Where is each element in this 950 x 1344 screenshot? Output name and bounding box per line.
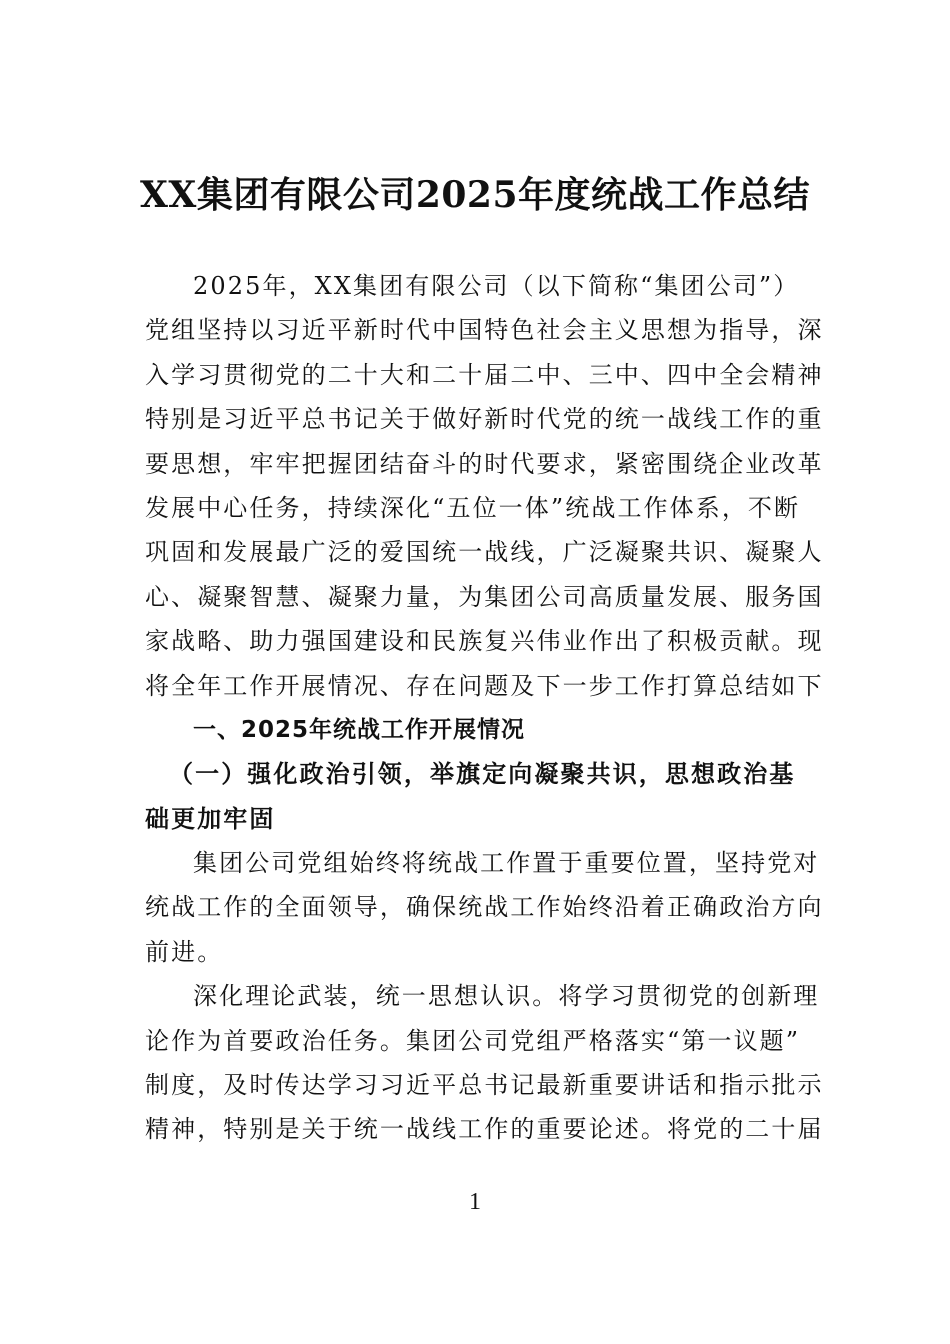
- heading-line: （一）强化政治引领，举旗定向凝聚共识，思想政治基: [169, 759, 796, 789]
- text-line: 巩固和发展最广泛的爱国统一战线，广泛凝聚共识、凝聚人: [145, 538, 824, 567]
- text-line: 集团公司党组始终将统战工作置于重要位置，坚持党对: [193, 849, 820, 878]
- page-number: 1: [469, 1189, 481, 1215]
- text-line: 前进。: [145, 937, 224, 966]
- text-line: 2025年，XX集团有限公司（以下简称“集团公司”）: [193, 272, 800, 300]
- intro-paragraph: [145, 264, 824, 708]
- text-line: 入学习贯彻党的二十大和二十届二中、三中、四中全会精神: [145, 360, 824, 389]
- text-line: 家战略、助力强国建设和民族复兴伟业作出了积极贡献。现: [145, 627, 824, 656]
- text-line: 党组坚持以习近平新时代中国特色社会主义思想为指导，深: [145, 316, 824, 345]
- text-line: 制度，及时传达学习习近平总书记最新重要讲话和指示批示: [145, 1071, 824, 1100]
- section-heading: 一、2025年统战工作开展情况: [193, 716, 526, 743]
- document-title: XX集团有限公司2025年度统战工作总结: [139, 174, 811, 216]
- document-body: [145, 264, 824, 1152]
- heading-line: 础更加牢固: [145, 803, 276, 833]
- body-paragraph: [145, 974, 824, 1152]
- text-line: 精神，特别是关于统一战线工作的重要论述。将党的二十届: [145, 1115, 824, 1144]
- text-line: 统战工作的全面领导，确保统战工作始终沿着正确政治方向: [145, 893, 824, 922]
- text-line: 将全年工作开展情况、存在问题及下一步工作打算总结如下: [145, 671, 824, 700]
- text-line: 要思想，牢牢把握团结奋斗的时代要求，紧密围绕企业改革: [145, 449, 824, 478]
- text-line: 发展中心任务，持续深化“五位一体”统战工作体系，不断: [145, 493, 801, 522]
- body-paragraph: [145, 841, 824, 974]
- text-line: 论作为首要政治任务。集团公司党组严格落实“第一议题”: [145, 1026, 801, 1055]
- subsection-heading: [145, 752, 809, 841]
- text-line: 特别是习近平总书记关于做好新时代党的统一战线工作的重: [145, 405, 824, 434]
- text-line: 心、凝聚智慧、凝聚力量，为集团公司高质量发展、服务国: [145, 582, 824, 611]
- text-line: 深化理论武装，统一思想认识。将学习贯彻党的创新理: [193, 982, 820, 1011]
